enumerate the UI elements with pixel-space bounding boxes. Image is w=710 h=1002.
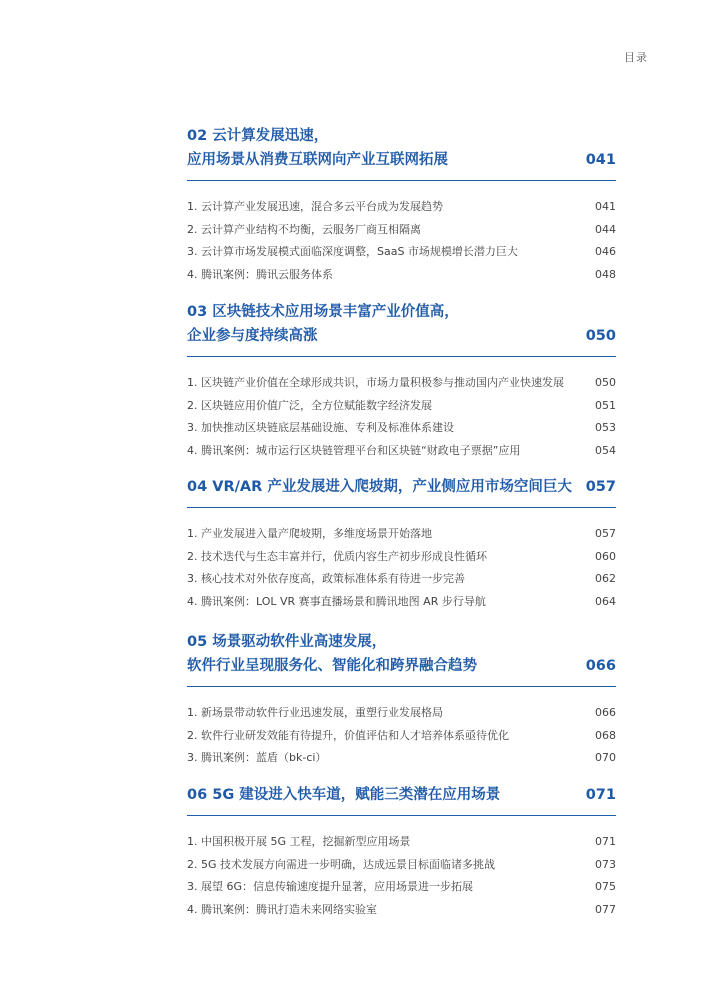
toc-item-page: 064 <box>595 594 616 608</box>
toc-item[interactable] <box>187 440 616 463</box>
section-title-line: 04 VR/AR 产业发展进入爬坡期，产业侧应用市场空间巨大 <box>187 479 572 495</box>
toc-item-text: 4. 腾讯案例：腾讯云服务体系 <box>187 267 333 281</box>
toc-item-text: 1. 云计算产业发展迅速，混合多云平台成为发展趋势 <box>187 200 443 213</box>
toc-item-text: 3. 腾讯案例：蓝盾（bk-ci） <box>187 751 327 764</box>
toc-section-06 <box>187 783 616 921</box>
toc-item-text: 4. 腾讯案例：城市运行区块链管理平台和区块链“财政电子票据”应用 <box>187 443 521 457</box>
toc-item[interactable] <box>187 241 616 264</box>
toc-item-text: 3. 加快推动区块链底层基础设施、专利及标准体系建设 <box>187 421 454 434</box>
toc-section-02 <box>187 124 616 286</box>
section-heading[interactable] <box>187 300 616 357</box>
toc-item-text: 1. 产业发展进入量产爬坡期，多维度场景开始落地 <box>187 527 432 540</box>
section-page-number: 066 <box>585 658 616 674</box>
toc-section-03 <box>187 300 616 462</box>
toc-item-text: 2. 技术迭代与生态丰富并行，优质内容生产初步形成良性循环 <box>187 549 487 563</box>
toc-item-page: 053 <box>595 421 616 434</box>
toc-item[interactable] <box>187 899 616 922</box>
toc-item-text: 3. 展望 6G：信息传输速度提升显著，应用场景进一步拓展 <box>187 880 474 893</box>
toc-item-page: 051 <box>595 398 616 412</box>
toc-item-text: 2. 云计算产业结构不均衡，云服务厂商互相隔离 <box>187 222 421 236</box>
toc-item[interactable] <box>187 264 616 287</box>
toc-item-page: 068 <box>595 728 616 742</box>
toc-item-text: 2. 软件行业研发效能有待提升，价值评估和人才培养体系亟待优化 <box>187 728 509 742</box>
toc-item[interactable] <box>187 523 616 546</box>
toc-item[interactable] <box>187 876 616 899</box>
toc-item[interactable] <box>187 546 616 569</box>
section-title-line: 02 云计算发展迅速， <box>187 128 329 144</box>
section-title-line: 06 5G 建设进入快车道，赋能三类潜在应用场景 <box>187 787 501 803</box>
toc-item[interactable] <box>187 831 616 854</box>
toc-item-page: 062 <box>595 572 616 585</box>
toc-item-text: 1. 中国积极开展 5G 工程，挖掘新型应用场景 <box>187 835 411 848</box>
toc-item-text: 4. 腾讯案例：腾讯打造未来网络实验室 <box>187 902 377 916</box>
toc-item-page: 071 <box>595 835 616 848</box>
toc-item[interactable] <box>187 725 616 748</box>
toc-item[interactable] <box>187 395 616 418</box>
toc-item[interactable] <box>187 417 616 440</box>
toc-item-text: 3. 云计算市场发展模式面临深度调整，SaaS 市场规模增长潜力巨大 <box>187 245 518 258</box>
section-title-line: 05 场景驱动软件业高速发展， <box>187 634 387 650</box>
toc-item[interactable] <box>187 854 616 877</box>
toc-item-page: 077 <box>595 902 616 916</box>
toc-item-page: 075 <box>595 880 616 893</box>
toc-item-page: 073 <box>595 857 616 871</box>
toc-item-page: 044 <box>595 222 616 236</box>
toc-item-text: 2. 5G 技术发展方向需进一步明确，达成远景目标面临诸多挑战 <box>187 857 496 871</box>
toc-item[interactable] <box>187 372 616 395</box>
toc-item[interactable] <box>187 196 616 219</box>
section-page-number: 050 <box>585 328 616 344</box>
toc-item-text: 3. 核心技术对外依存度高，政策标准体系有待进一步完善 <box>187 572 465 585</box>
toc-item[interactable] <box>187 702 616 725</box>
section-title-line: 企业参与度持续高涨 <box>187 328 318 344</box>
toc-item[interactable] <box>187 591 616 614</box>
section-title-line: 软件行业呈现服务化、智能化和跨界融合趋势 <box>187 658 477 674</box>
toc-item[interactable] <box>187 219 616 242</box>
section-heading[interactable] <box>187 783 616 816</box>
toc-item-page: 041 <box>595 200 616 213</box>
toc-section-05 <box>187 630 616 770</box>
toc-item-page: 054 <box>595 443 616 457</box>
section-page-number: 057 <box>585 479 616 495</box>
section-title-line: 应用场景从消费互联网向产业互联网拓展 <box>187 152 448 168</box>
section-heading[interactable] <box>187 630 616 687</box>
section-page-number: 071 <box>585 787 616 803</box>
toc-item-page: 046 <box>595 245 616 258</box>
section-title-line: 03 区块链技术应用场景丰富产业价值高， <box>187 304 459 320</box>
toc-item-page: 070 <box>595 751 616 764</box>
toc-item-text: 1. 区块链产业价值在全球形成共识，市场力量积极参与推动国内产业快速发展 <box>187 376 564 389</box>
toc-item-text: 2. 区块链应用价值广泛，全方位赋能数字经济发展 <box>187 398 432 412</box>
toc-page-label: 目录 <box>624 51 648 64</box>
toc-item-page: 066 <box>595 706 616 719</box>
toc-item-page: 060 <box>595 549 616 563</box>
toc-item-text: 4. 腾讯案例：LOL VR 赛事直播场景和腾讯地图 AR 步行导航 <box>187 594 486 608</box>
toc-item-page: 057 <box>595 527 616 540</box>
section-heading[interactable] <box>187 475 616 508</box>
section-heading[interactable] <box>187 124 616 181</box>
toc-item[interactable] <box>187 568 616 591</box>
toc-item-page: 050 <box>595 376 616 389</box>
toc-item[interactable] <box>187 747 616 770</box>
toc-item-text: 1. 新场景带动软件行业迅速发展，重塑行业发展格局 <box>187 706 443 719</box>
toc-item-page: 048 <box>595 267 616 281</box>
toc-section-04 <box>187 475 616 613</box>
section-page-number: 041 <box>585 152 616 168</box>
